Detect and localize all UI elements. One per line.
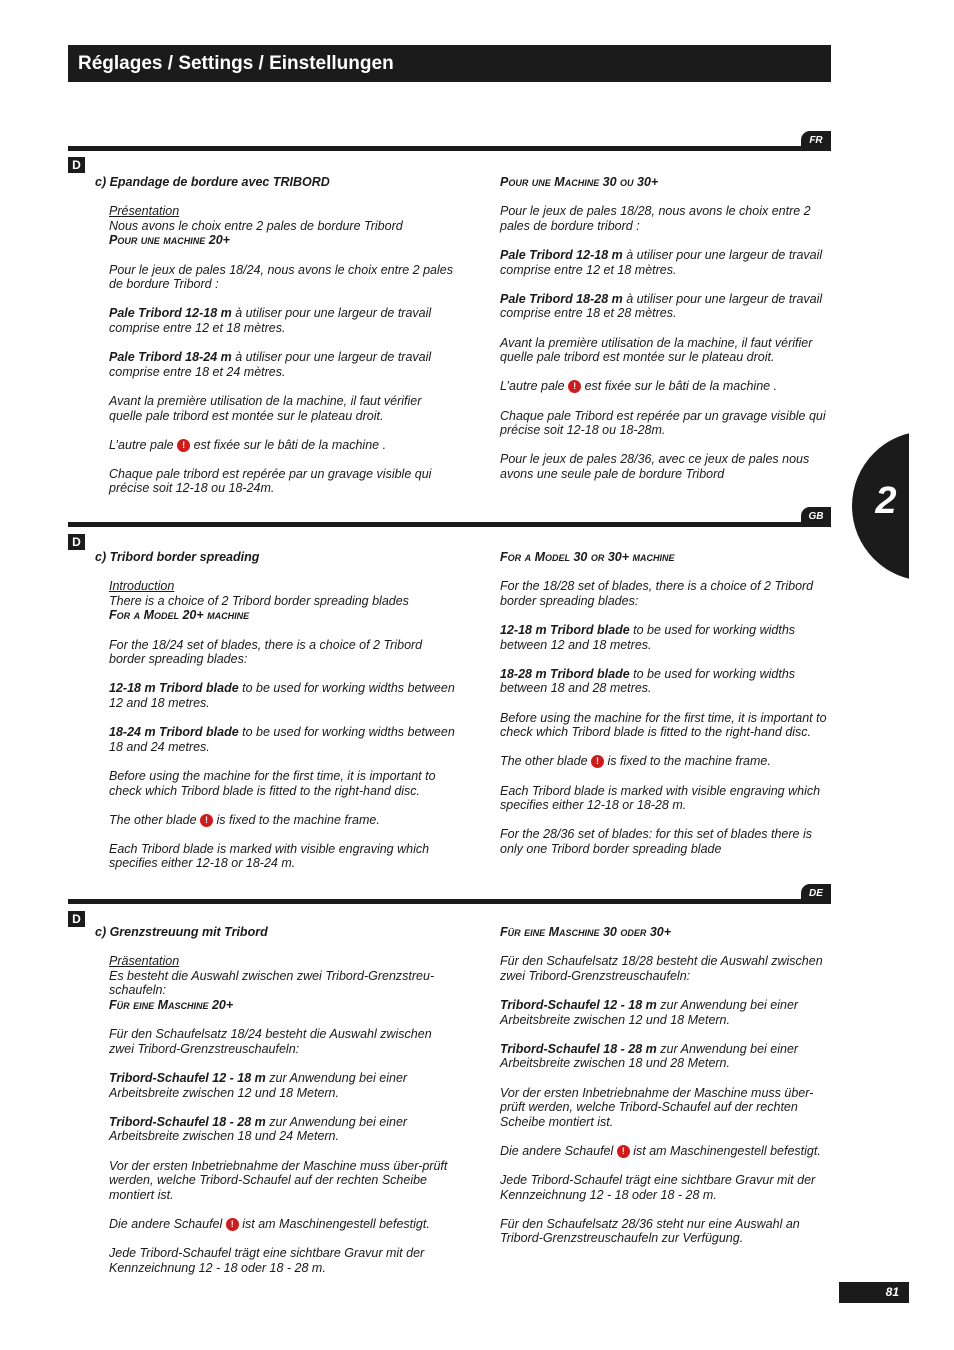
lang-tab-fr: FR bbox=[801, 131, 831, 150]
paragraph: For the 18/28 set of blades, there is a choice of 2 Tribord border spreading blades: bbox=[500, 579, 814, 608]
gb-left-column bbox=[95, 550, 455, 886]
lang-tab-de: DE bbox=[801, 884, 831, 903]
fr-right-column bbox=[500, 175, 835, 496]
model-heading: Für eine Maschine 20+ bbox=[109, 997, 234, 1012]
warning-icon: ! bbox=[200, 814, 213, 827]
paragraph: Für den Schaufelsatz 28/36 steht nur eine Auswahl an Tribord-Grenzstreuschaufeln zur Verfügung. bbox=[500, 1216, 800, 1246]
de-right-column bbox=[500, 925, 835, 1261]
paragraph: Tribord-Schaufel 12 - 18 m zur Anwendung bei einer Arbeitsbreite zwischen 12 und 18 Metern. bbox=[500, 997, 799, 1027]
warning-icon: ! bbox=[568, 380, 581, 393]
paragraph: Pour le jeux de pales 28/36, avec ce jeux de pales nous avons une seule pale de bordure Tribord bbox=[500, 452, 810, 481]
chapter-number: 2 bbox=[875, 480, 897, 522]
paragraph: For the 18/24 set of blades, there is a choice of 2 Tribord border spreading blades: bbox=[109, 637, 423, 667]
paragraph: Die andere Schaufel ! ist am Maschinengestell befestigt. bbox=[109, 1216, 430, 1231]
paragraph: Before using the machine for the first time, it is important to check which Tribord blade is fitted to the right-hand disc. bbox=[500, 710, 827, 740]
paragraph: Pour le jeux de pales 18/24, nous avons le choix entre 2 pales de bordure Tribord : bbox=[109, 262, 453, 292]
model-heading: For a Model 30 or 30+ machine bbox=[500, 550, 675, 564]
paragraph: Each Tribord blade is marked with visible engraving which specifies either 12-18 or 18-28 m. bbox=[500, 783, 821, 813]
paragraph: 12-18 m Tribord blade to be used for working widths between 12 and 18 metres. bbox=[500, 622, 796, 652]
lang-tab-gb: GB bbox=[801, 507, 831, 526]
paragraph: The other blade ! is fixed to the machine frame. bbox=[109, 812, 380, 827]
paragraph: Tribord-Schaufel 18 - 28 m zur Anwendung bei einer Arbeitsbreite zwischen 18 und 24 Metern. bbox=[109, 1114, 408, 1144]
page-number: 81 bbox=[839, 1282, 909, 1303]
paragraph: Pale Tribord 18-24 m à utiliser pour une largeur de travail comprise entre 18 et 24 mètres. bbox=[109, 350, 432, 379]
paragraph: Für den Schaufelsatz 18/24 besteht die Auswahl zwischen zwei Tribord-Grenzstreuschaufeln: bbox=[109, 1027, 432, 1056]
paragraph: Before using the machine for the first time, it is important to check which Tribord blade is fitted to the right-hand disc. bbox=[109, 768, 436, 798]
model-heading: Pour une machine 20+ bbox=[109, 233, 230, 248]
intro-line: There is a choice of 2 Tribord border spreading blades bbox=[109, 593, 409, 608]
paragraph: The other blade ! is fixed to the machine frame. bbox=[500, 754, 771, 769]
section-rule-fr bbox=[68, 146, 831, 151]
model-heading: Pour une Machine 30 ou 30+ bbox=[500, 175, 659, 189]
model-heading: For a Model 20+ machine bbox=[109, 608, 250, 623]
de-left-column bbox=[95, 925, 455, 1290]
paragraph: Für den Schaufelsatz 18/28 besteht die Auswahl zwischen zwei Tribord-Grenzstreuschaufeln: bbox=[500, 954, 823, 983]
paragraph: For the 28/36 set of blades: for this set of blades there is only one Tribord border spreading blade bbox=[500, 827, 812, 856]
paragraph: Chaque pale Tribord est repérée par un gravage visible qui précise soit 12-18 ou 18-28m. bbox=[500, 408, 826, 438]
gb-right-column bbox=[500, 550, 835, 871]
section-title: c) Epandage de bordure avec TRIBORD bbox=[95, 175, 330, 189]
intro-line: Nous avons le choix entre 2 pales de bordure Tribord bbox=[109, 218, 403, 233]
paragraph: 18-28 m Tribord blade to be used for working widths between 18 and 28 metres. bbox=[500, 666, 796, 696]
chapter-tab-clip bbox=[909, 420, 954, 590]
paragraph: Tribord-Schaufel 18 - 28 m zur Anwendung bei einer Arbeitsbreite zwischen 18 und 28 Metern. bbox=[500, 1041, 799, 1071]
paragraph: 18-24 m Tribord blade to be used for working widths between 18 and 24 metres. bbox=[109, 725, 455, 754]
paragraph: L’autre pale ! est fixée sur le bâti de la machine . bbox=[500, 379, 778, 394]
paragraph: Vor der ersten Inbetriebnahme der Maschine muss über-prüft werden, welche Tribord-Schaufel auf der rechten Scheibe montiert ist. bbox=[109, 1158, 448, 1202]
paragraph: Pale Tribord 12-18 m à utiliser pour une largeur de travail comprise entre 12 et 18 mètres. bbox=[109, 306, 432, 335]
paragraph: Jede Tribord-Schaufel trägt eine sichtbare Gravur mit der Kennzeichnung 12 - 18 oder 18 - 28 m. bbox=[500, 1173, 816, 1202]
paragraph: Tribord-Schaufel 12 - 18 m zur Anwendung bei einer Arbeitsbreite zwischen 12 und 18 Metern. bbox=[109, 1070, 408, 1100]
paragraph: Vor der ersten Inbetriebnahme der Maschine muss über-prüft werden, welche Tribord-Schaufel auf der rechten Scheibe montiert ist. bbox=[500, 1085, 814, 1129]
paragraph: Chaque pale tribord est repérée par un gravage visible qui précise soit 12-18 ou 18-24m. bbox=[109, 466, 432, 496]
warning-icon: ! bbox=[177, 439, 190, 452]
d-marker-fr: D bbox=[68, 157, 85, 173]
warning-icon: ! bbox=[617, 1145, 630, 1158]
section-rule-de bbox=[68, 899, 831, 904]
warning-icon: ! bbox=[226, 1218, 239, 1231]
d-marker-gb: D bbox=[68, 534, 85, 550]
model-heading: Für eine Maschine 30 oder 30+ bbox=[500, 925, 672, 939]
intro-heading: Présentation bbox=[109, 204, 180, 219]
paragraph: Die andere Schaufel ! ist am Maschinengestell befestigt. bbox=[500, 1143, 821, 1158]
intro-line: Es besteht die Auswahl zwischen zwei Tribord-Grenzstreu-schaufeln: bbox=[109, 968, 435, 998]
paragraph: Avant la première utilisation de la machine, il faut vérifier quelle pale tribord est montée sur le plateau droit. bbox=[109, 393, 422, 423]
paragraph: Pale Tribord 18-28 m à utiliser pour une largeur de travail comprise entre 18 et 28 mètres. bbox=[500, 291, 823, 321]
intro-heading: Präsentation bbox=[109, 954, 180, 969]
paragraph: 12-18 m Tribord blade to be used for working widths between 12 and 18 metres. bbox=[109, 681, 455, 710]
section-title: c) Tribord border spreading bbox=[95, 550, 260, 564]
d-marker-de: D bbox=[68, 911, 85, 927]
page-header: Réglages / Settings / Einstellungen bbox=[68, 45, 831, 82]
section-rule-gb bbox=[68, 522, 831, 527]
paragraph: L’autre pale ! est fixée sur le bâti de la machine . bbox=[109, 437, 387, 452]
paragraph: Pale Tribord 12-18 m à utiliser pour une largeur de travail comprise entre 12 et 18 mètres. bbox=[500, 247, 823, 277]
fr-left-column bbox=[95, 175, 455, 511]
paragraph: Each Tribord blade is marked with visible engraving which specifies either 12-18 or 18-24 m. bbox=[109, 841, 430, 871]
paragraph: Avant la première utilisation de la machine, il faut vérifier quelle pale tribord est montée sur le plateau droit. bbox=[500, 335, 813, 365]
intro-heading: Introduction bbox=[109, 579, 175, 594]
warning-icon: ! bbox=[591, 755, 604, 768]
section-title: c) Grenzstreuung mit Tribord bbox=[95, 925, 268, 939]
paragraph: Pour le jeux de pales 18/28, nous avons le choix entre 2 pales de bordure tribord : bbox=[500, 204, 811, 233]
paragraph: Jede Tribord-Schaufel trägt eine sichtbare Gravur mit der Kennzeichnung 12 - 18 oder 18 - 28 m. bbox=[109, 1246, 425, 1275]
